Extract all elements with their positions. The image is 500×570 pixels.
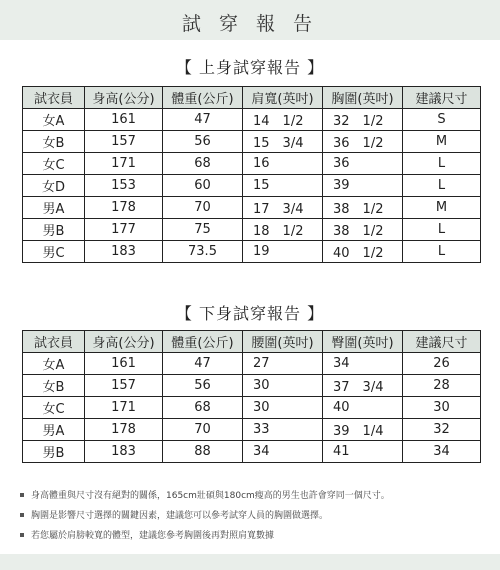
lower-size-table [22, 330, 481, 463]
cell-hip: 41 [323, 441, 403, 463]
header-size: 建議尺寸 [403, 331, 481, 353]
header-weight: 體重(公斤) [163, 87, 243, 109]
table-row [23, 375, 481, 397]
cell-waist: 30 [243, 397, 323, 419]
cell-shoulder: 16 [243, 153, 323, 175]
cell-tester: 男B [23, 219, 85, 241]
note-text: 身高體重與尺寸沒有絕對的關係，165cm壯碩與180cm瘦高的男生也許會穿同一個尺寸。 [31, 491, 390, 501]
cell-size: 26 [403, 353, 481, 375]
cell-size: L [403, 219, 481, 241]
cell-height: 161 [85, 109, 163, 131]
cell-size: L [403, 175, 481, 197]
page-title: 試 穿 報 告 [181, 13, 319, 35]
cell-chest: 32 1/2 [323, 109, 403, 131]
table-header-row [23, 87, 481, 109]
cell-hip: 40 [323, 397, 403, 419]
upper-size-table [22, 86, 481, 263]
header-height: 身高(公分) [85, 87, 163, 109]
cell-weight: 70 [163, 197, 243, 219]
cell-size: S [403, 109, 481, 131]
table-row [23, 197, 481, 219]
upper-section-heading: 【 上身試穿報告 】 [175, 58, 325, 77]
table-row [23, 153, 481, 175]
header-height: 身高(公分) [85, 331, 163, 353]
cell-tester: 女C [23, 397, 85, 419]
cell-height: 171 [85, 397, 163, 419]
cell-tester: 女B [23, 131, 85, 153]
cell-weight: 75 [163, 219, 243, 241]
note-item [20, 506, 490, 526]
cell-height: 178 [85, 197, 163, 219]
cell-weight: 56 [163, 131, 243, 153]
cell-shoulder: 18 1/2 [243, 219, 323, 241]
cell-size: L [403, 153, 481, 175]
cell-tester: 女C [23, 153, 85, 175]
note-item [20, 526, 490, 546]
lower-section-heading: 【 下身試穿報告 】 [175, 304, 325, 323]
cell-tester: 女A [23, 353, 85, 375]
note-text: 胸圍是影響尺寸選擇的關鍵因素，建議您可以參考試穿人員的胸圍做選擇。 [31, 511, 329, 521]
footer-band [0, 554, 500, 570]
cell-shoulder: 14 1/2 [243, 109, 323, 131]
table-row [23, 353, 481, 375]
cell-weight: 68 [163, 397, 243, 419]
bullet-icon [20, 493, 24, 497]
cell-weight: 70 [163, 419, 243, 441]
cell-shoulder: 15 3/4 [243, 131, 323, 153]
table-row [23, 219, 481, 241]
cell-height: 178 [85, 419, 163, 441]
cell-hip: 37 3/4 [323, 375, 403, 397]
cell-hip: 39 1/4 [323, 419, 403, 441]
table-row [23, 175, 481, 197]
cell-height: 161 [85, 353, 163, 375]
cell-chest: 36 [323, 153, 403, 175]
table-row [23, 419, 481, 441]
note-text: 若您屬於肩膀較寬的體型，建議您參考胸圍後再對照肩寬數據 [31, 531, 275, 541]
table-row [23, 109, 481, 131]
cell-size: M [403, 197, 481, 219]
cell-waist: 30 [243, 375, 323, 397]
cell-waist: 33 [243, 419, 323, 441]
cell-weight: 73.5 [163, 241, 243, 263]
cell-size: 34 [403, 441, 481, 463]
cell-weight: 88 [163, 441, 243, 463]
cell-tester: 女A [23, 109, 85, 131]
cell-size: 32 [403, 419, 481, 441]
header-shoulder: 肩寬(英吋) [243, 87, 323, 109]
cell-chest: 40 1/2 [323, 241, 403, 263]
notes-list [20, 486, 490, 546]
cell-tester: 男A [23, 419, 85, 441]
cell-height: 183 [85, 241, 163, 263]
cell-tester: 男A [23, 197, 85, 219]
header-tester: 試衣員 [23, 87, 85, 109]
cell-size: M [403, 131, 481, 153]
cell-height: 183 [85, 441, 163, 463]
cell-height: 177 [85, 219, 163, 241]
table-row [23, 441, 481, 463]
table-header-row [23, 331, 481, 353]
bullet-icon [20, 533, 24, 537]
cell-waist: 34 [243, 441, 323, 463]
cell-weight: 68 [163, 153, 243, 175]
cell-chest: 36 1/2 [323, 131, 403, 153]
cell-tester: 女B [23, 375, 85, 397]
cell-size: L [403, 241, 481, 263]
cell-weight: 47 [163, 353, 243, 375]
header-size: 建議尺寸 [403, 87, 481, 109]
table-row [23, 397, 481, 419]
cell-chest: 38 1/2 [323, 219, 403, 241]
cell-shoulder: 15 [243, 175, 323, 197]
table-row [23, 241, 481, 263]
header-tester: 試衣員 [23, 331, 85, 353]
cell-waist: 27 [243, 353, 323, 375]
cell-weight: 47 [163, 109, 243, 131]
cell-shoulder: 19 [243, 241, 323, 263]
table-row [23, 131, 481, 153]
header-hip: 臀圍(英吋) [323, 331, 403, 353]
header-chest: 胸圍(英吋) [323, 87, 403, 109]
cell-size: 28 [403, 375, 481, 397]
cell-weight: 56 [163, 375, 243, 397]
cell-hip: 34 [323, 353, 403, 375]
cell-chest: 38 1/2 [323, 197, 403, 219]
cell-tester: 男B [23, 441, 85, 463]
cell-height: 157 [85, 131, 163, 153]
header-weight: 體重(公斤) [163, 331, 243, 353]
header-waist: 腰圍(英吋) [243, 331, 323, 353]
cell-tester: 男C [23, 241, 85, 263]
cell-height: 153 [85, 175, 163, 197]
cell-weight: 60 [163, 175, 243, 197]
cell-height: 157 [85, 375, 163, 397]
cell-height: 171 [85, 153, 163, 175]
bullet-icon [20, 513, 24, 517]
note-item [20, 486, 490, 506]
cell-chest: 39 [323, 175, 403, 197]
cell-tester: 女D [23, 175, 85, 197]
cell-shoulder: 17 3/4 [243, 197, 323, 219]
cell-size: 30 [403, 397, 481, 419]
